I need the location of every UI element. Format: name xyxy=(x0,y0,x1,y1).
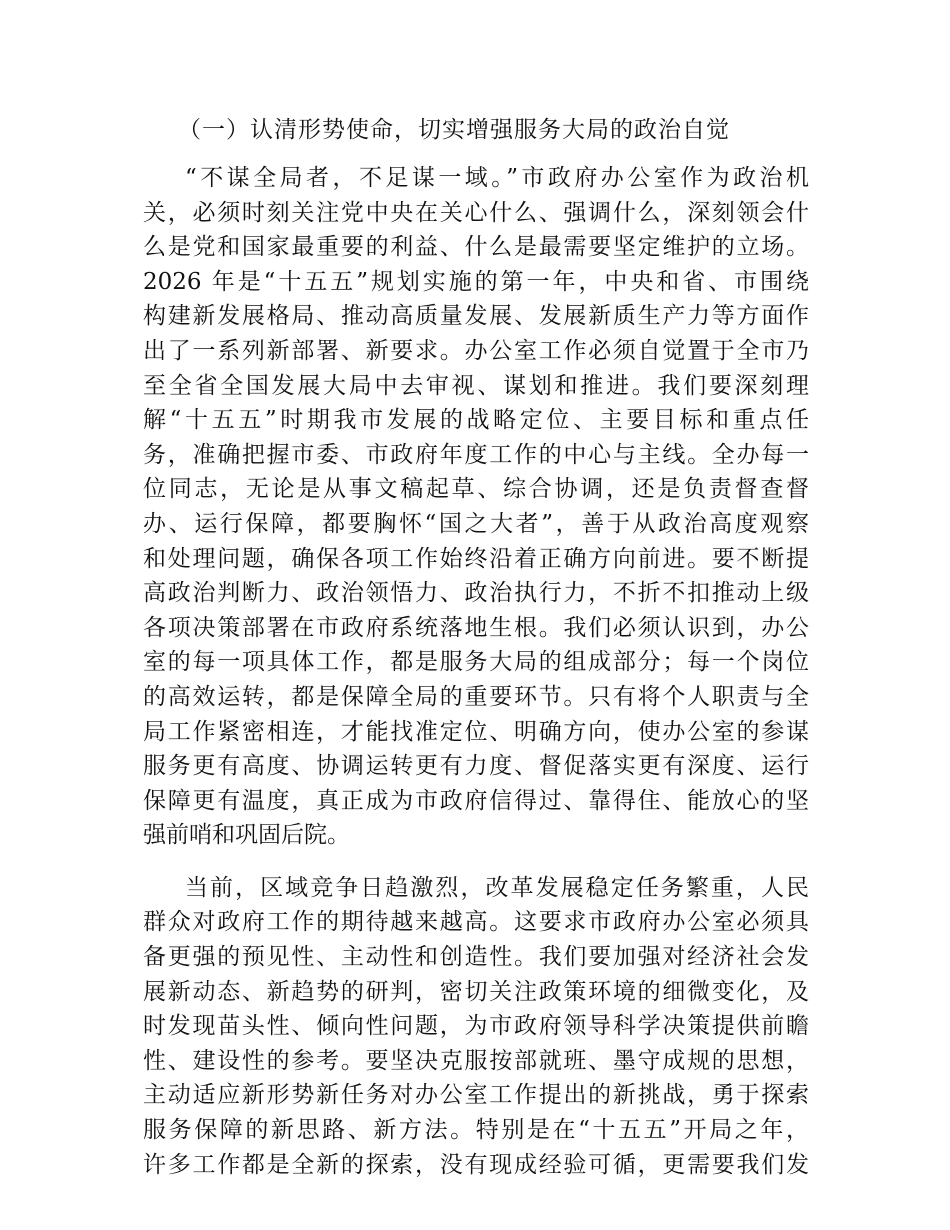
text-line: 各项决策部署在市政府系统落地生根。我们必须认识到，办公 xyxy=(143,614,809,641)
text-line: 局工作紧密相连，才能找准定位、明确方向，使办公室的参谋 xyxy=(143,718,809,745)
text-line: 主动适应新形势新任务对办公室工作提出的新挑战，勇于探索 xyxy=(143,1082,809,1109)
text-line: 时发现苗头性、倾向性问题，为市政府领导科学决策提供前瞻 xyxy=(143,1013,809,1040)
text-line: 构建新发展格局、推动高质量发展、发展新质生产力等方面作 xyxy=(143,303,809,330)
text-line: 的高效运转，都是保障全局的重要环节。只有将个人职责与全 xyxy=(143,683,809,710)
text-line: 解“十五五”时期我市发展的战略定位、主要目标和重点任 xyxy=(143,407,809,434)
text-line: 群众对政府工作的期待越来越高。这要求市政府办公室必须具 xyxy=(143,909,809,936)
paragraph xyxy=(143,161,809,853)
text-line: 么是党和国家最重要的利益、什么是最需要坚定维护的立场。 xyxy=(143,234,809,261)
text-line: 许多工作都是全新的探索，没有现成经验可循，更需要我们发 xyxy=(143,1151,809,1178)
text-line: 展新动态、新趋势的研判，密切关注政策环境的细微变化，及 xyxy=(143,978,809,1005)
text-line: 2026 年是“十五五”规划实施的第一年，中央和省、市围绕 xyxy=(143,268,809,295)
text-line: “不谋全局者，不足谋一域。”市政府办公室作为政治机 xyxy=(185,165,809,191)
text-line: 保障更有温度，真正成为市政府信得过、靠得住、能放心的坚 xyxy=(143,787,809,814)
text-line: 服务更有高度、协调运转更有力度、督促落实更有深度、运行 xyxy=(143,753,809,780)
text-line: 出了一系列新部署、新要求。办公室工作必须自觉置于全市乃 xyxy=(143,337,809,364)
text-line: 位同志，无论是从事文稿起草、综合协调，还是负责督查督 xyxy=(143,476,809,503)
text-line: 性、建设性的参考。要坚决克服按部就班、墨守成规的思想， xyxy=(143,1047,809,1074)
document-body xyxy=(143,161,809,1182)
text-line: 室的每一项具体工作，都是服务大局的组成部分；每一个岗位 xyxy=(143,649,809,676)
paragraph xyxy=(143,871,809,1182)
text-line: 务，准确把握市委、市政府年度工作的中心与主线。全办每一 xyxy=(143,441,809,468)
text-line: 服务保障的新思路、新方法。特别是在“十五五”开局之年， xyxy=(143,1117,809,1144)
text-line: 备更强的预见性、主动性和创造性。我们要加强对经济社会发 xyxy=(143,944,809,971)
section-heading: （一）认清形势使命，切实增强服务大局的政治自觉 xyxy=(178,117,730,143)
text-line: 高政治判断力、政治领悟力、政治执行力，不折不扣推动上级 xyxy=(143,580,809,607)
text-line: 办、运行保障，都要胸怀“国之大者”，善于从政治高度观察 xyxy=(143,510,809,537)
text-line: 强前哨和巩固后院。 xyxy=(143,822,350,849)
text-line: 和处理问题，确保各项工作始终沿着正确方向前进。要不断提 xyxy=(143,545,809,572)
text-line: 关，必须时刻关注党中央在关心什么、强调什么，深刻领会什 xyxy=(143,199,809,226)
text-line: 当前，区域竞争日趋激烈，改革发展稳定任务繁重，人民 xyxy=(185,874,809,901)
text-line: 至全省全国发展大局中去审视、谋划和推进。我们要深刻理 xyxy=(143,372,809,399)
document-page xyxy=(143,113,809,1200)
